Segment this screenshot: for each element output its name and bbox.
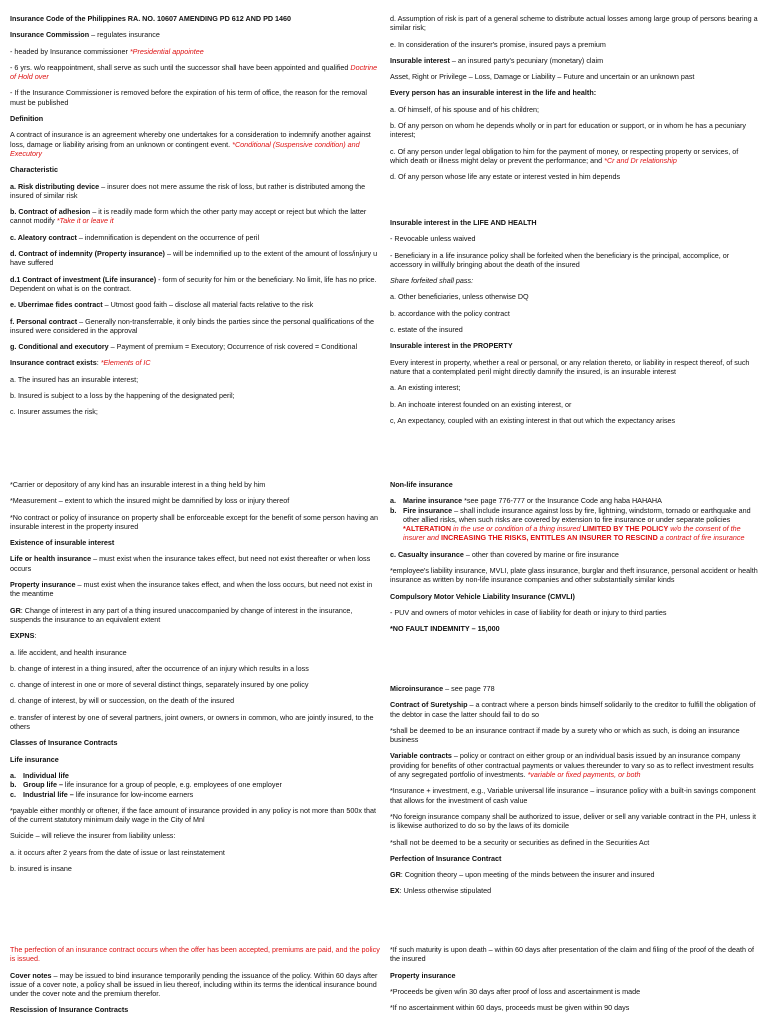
annotation-text: *Presidential appointee (129, 46, 204, 56)
heading-text: b. Contract of adhesion (10, 207, 91, 217)
heading-text: Insurable interest in the LIFE AND HEALTH (390, 218, 537, 227)
annotation-text: *ALTERATION (403, 524, 452, 534)
fire-insurance-note (390, 524, 758, 543)
list-item (10, 780, 380, 789)
list-marker: c. (10, 789, 16, 799)
paragraph (390, 251, 758, 270)
heading-text: Every person has an insurable interest in the life and health: (390, 88, 597, 98)
body-text: : Unless otherwise stipulated (399, 886, 492, 896)
heading-text: Group life – (23, 780, 63, 790)
heading-text: Insurance Commission (10, 30, 90, 40)
paragraph (10, 14, 380, 23)
paragraph (10, 831, 380, 840)
body-text: *Measurement – extent to which the insured might be damnified by loss or injury thereof (10, 496, 290, 506)
body-text: life insurance for low-income earners (73, 789, 194, 799)
left-section-perfection (10, 945, 380, 1022)
paragraph (390, 56, 758, 65)
paragraph (10, 47, 380, 56)
heading-text: Definition (10, 114, 44, 124)
body-text: – may be issued to bind insurance temporarily pending the issuance of the policy. Within 60 days after issue of a cover note, a policy shall be issued in lieu thereof, including within its terms the identical insurance bound under the cover note and the premium therefor. (10, 970, 378, 999)
paragraph (390, 88, 758, 97)
body-text: c. change of interest in one or more of several distinct things, separately insured by one policy (10, 680, 309, 690)
heading-text: d. Contract of indemnity (Property insurance) (10, 249, 165, 259)
paragraph (390, 945, 758, 964)
heading-text: Industrial life – (23, 789, 74, 799)
annotation-text: INCREASING THE RISKS, ENTITLES AN INSURER TO RESCIND (440, 533, 658, 543)
paragraph (390, 276, 758, 285)
paragraph (10, 207, 380, 226)
heading-text: EXPNS (10, 631, 35, 641)
body-text: – Utmost good faith – disclose all material facts relative to the risk (102, 300, 314, 310)
body-text: – Generally non-transferrable, it only binds the parties since the personal qualifications of the insured were considered in the approval (10, 316, 374, 335)
body-text: – a contract where a person binds himself solidarily to the creditor to fulfill the obligation of the debtor in case the latter should fail to do so (390, 700, 756, 719)
paragraph (390, 383, 758, 392)
paragraph (10, 30, 380, 39)
paragraph (10, 130, 380, 158)
paragraph (10, 664, 380, 673)
paragraph (10, 848, 380, 857)
right-section-life-and-property (390, 218, 758, 432)
list-item (10, 771, 380, 780)
paragraph (10, 713, 380, 732)
paragraph (390, 592, 758, 601)
annotation-text: *variable or fixed payments, or both (527, 770, 641, 780)
body-text: - Revocable unless waived (390, 234, 476, 244)
paragraph (10, 249, 380, 268)
body-text: – will be indemnified up to the extent of the amount of loss/injury u have suffered (10, 249, 378, 268)
body-text: Every interest in property, whether a real or personal, or any relation thereto, or liability in respect thereof, of such nature that a contemplated peril might directly damnify the insured, is an insurable interest (390, 357, 750, 376)
paragraph (390, 566, 758, 585)
paragraph (390, 684, 758, 693)
annotation-text: a contract of fire insurance (657, 533, 745, 543)
paragraph (390, 341, 758, 350)
left-section-definitions (10, 14, 380, 424)
heading-text: Cover notes (10, 970, 52, 980)
heading-text: d.1 Contract of investment (Life insurance) (10, 274, 157, 284)
body-text: b. insured is insane (10, 864, 72, 874)
paragraph (10, 496, 380, 505)
paragraph (390, 700, 758, 719)
list-marker: b. (390, 505, 397, 515)
paragraph (10, 165, 380, 174)
body-text: - If the Insurance Commissioner is removed before the expiration of his term of office, the reason for the removal must be published (10, 88, 368, 107)
paragraph (10, 1005, 380, 1014)
heading-text: Contract of Suretyship (390, 700, 468, 710)
heading-text: Insurable interest in the PROPERTY (390, 341, 513, 351)
heading-text: c. Casualty insurance (390, 549, 464, 559)
paragraph (10, 300, 380, 309)
heading-text: Life insurance (10, 754, 59, 764)
body-text: Suicide – will relieve the insurer from liability unless: (10, 831, 176, 841)
body-text: c. Insurer assumes the risk; (10, 407, 98, 417)
paragraph (10, 375, 380, 384)
body-text: *payable either monthly or oftener, if the face amount of insurance provided in any policy is not more than 500x that of the current statutory minimum daily wage in the City of Mnl (10, 805, 376, 825)
body-text: *see page 776-777 or the Insurance Code ang haba HAHAHA (462, 496, 662, 506)
annotation-text: w/o the consent of the insurer and (403, 524, 741, 543)
paragraph (10, 806, 380, 825)
paragraph (10, 864, 380, 873)
body-text: : (96, 358, 101, 368)
annotation-text: *Take it or leave it (56, 216, 114, 226)
body-text: e. In consideration of the insurer's promise, insured pays a premium (390, 39, 606, 49)
right-section-non-life (390, 480, 758, 641)
body-text: b. Of any person on whom he depends wholly or in part for education or support, or in whom he has a pecuniary interest; (390, 121, 746, 140)
body-text: b. An inchoate interest founded on an existing interest, or (390, 399, 572, 409)
paragraph (10, 696, 380, 705)
body-text: - Beneficiary in a life insurance policy shall be forfeited when the beneficiary is the principal, accomplice, or accessory in willfully bringing about the death of the insured (390, 250, 730, 269)
body-text: – other than covered by marine or fire insurance (463, 549, 619, 559)
body-text: d. Of any person whose life any estate or interest vested in him depends (390, 172, 621, 182)
list-item (390, 506, 758, 525)
annotation-text: *Cr and Dr relationship (604, 155, 677, 165)
paragraph (10, 680, 380, 689)
annotation-text: Doctrine of Hold over (10, 62, 378, 82)
body-text: *If no ascertainment within 60 days, proceeds must be given within 90 days (390, 1003, 630, 1013)
paragraph (390, 309, 758, 318)
paragraph (390, 751, 758, 779)
right-section-microinsurance (390, 684, 758, 903)
body-text: life insurance for a group of people, e.g. employees of one employer (62, 780, 282, 790)
paragraph (10, 971, 380, 999)
paragraph (390, 416, 758, 425)
non-life-list (390, 496, 758, 524)
annotation-text: LIMITED BY THE POLICY (582, 524, 669, 534)
paragraph (10, 275, 380, 294)
list-marker: a. (390, 496, 396, 506)
body-text: *shall not be deemed to be a security or securities as defined in the Securities Act (390, 837, 650, 847)
body-text: a. Of himself, of his spouse and of his children; (390, 104, 540, 114)
paragraph (390, 358, 758, 377)
paragraph (10, 648, 380, 657)
body-text: a. life accident, and health insurance (10, 647, 127, 657)
heading-text: g. Conditional and executory (10, 342, 109, 352)
heading-text: Fire insurance (403, 505, 453, 515)
list-marker: a. (10, 770, 16, 780)
paragraph (390, 218, 758, 227)
body-text: *employee's liability insurance, MVLI, plate glass insurance, burglar and theft insurance, personal accident or health insurance as written by non-life insurance companies and other substantially similar kinds (390, 566, 758, 585)
body-text: - headed by Insurance commissioner (10, 46, 130, 56)
heading-text: f. Personal contract (10, 316, 78, 326)
paragraph (10, 755, 380, 764)
paragraph (390, 870, 758, 879)
annotation-text: *Elements of IC (100, 358, 151, 368)
life-insurance-list (10, 771, 380, 799)
paragraph (390, 987, 758, 996)
paragraph (390, 786, 758, 805)
heading-text: Marine insurance (403, 496, 463, 506)
body-text: – must exist when the insurance takes effect, and when the loss occurs, but need not exist in the meantime (10, 580, 373, 599)
paragraph (390, 72, 758, 81)
paragraph (390, 1003, 758, 1012)
heading-text: GR (10, 605, 21, 615)
body-text: - form of security for him or the beneficiary. No limit, life has no price. Dependent on what is on the contract. (10, 274, 377, 293)
paragraph (10, 513, 380, 532)
body-text: : Cognition theory – upon meeting of the minds between the insurer and insured (400, 870, 655, 880)
heading-text: e. Uberrimae fides contract (10, 300, 103, 310)
body-text: : Change of interest in any part of a thing insured unaccompanied by change of interest in the insurance, suspends the insurance to an equivalent extent (10, 605, 353, 624)
paragraph (10, 407, 380, 416)
paragraph (390, 147, 758, 166)
body-text: *No contract or policy of insurance on property shall be enforceable except for the benefit of some person having an insurable interest in the property insured (10, 512, 378, 531)
body-text: d. change of interest, by will or succession, on the death of the insured (10, 696, 235, 706)
paragraph (390, 121, 758, 140)
paragraph (390, 234, 758, 243)
body-text: c, An expectancy, coupled with an existing interest in that out which the expectancy arises (390, 415, 676, 425)
paragraph (390, 726, 758, 745)
right-section-insurable-interest (390, 14, 758, 189)
left-paragraphs-a (10, 480, 380, 764)
paragraph (390, 854, 758, 863)
list-item (10, 790, 380, 799)
paragraph (390, 971, 758, 980)
heading-text: Property insurance (390, 970, 456, 980)
paragraph (390, 400, 758, 409)
paragraph (390, 292, 758, 301)
heading-text: Individual life (23, 770, 69, 780)
left-paragraphs-b (10, 806, 380, 873)
paragraph (390, 105, 758, 114)
heading-text: Insurance contract exists (10, 358, 97, 368)
heading-text: Microinsurance (390, 684, 444, 693)
body-text: d. Assumption of risk is part of a general scheme to distribute actual losses among large group of persons bearing a similar risk; (390, 14, 758, 33)
body-text: – an insured party's pecuniary (monetary) claim (449, 55, 604, 65)
heading-text: c. Aleatory contract (10, 232, 77, 242)
heading-text: Perfection of Insurance Contract (390, 853, 502, 863)
heading-text: Variable contracts (390, 751, 452, 761)
body-text: – policy or contract on either group or an individual basis issued by an insurance company providing for benefits of other contractual payments or values thereunder to vary so as to reflect investment results of any segregated portfolio of investments. (390, 751, 754, 780)
heading-text: Compulsory Motor Vehicle Liability Insurance (CMVLI) (390, 591, 575, 601)
body-text: - 6 yrs. w/o reappointment, shall serve as such until the successor shall have been appointed and qualified (10, 62, 351, 72)
paragraph (10, 538, 380, 547)
heading-text: EX (390, 886, 400, 896)
paragraph (10, 63, 380, 82)
paragraph (10, 554, 380, 573)
paragraph (10, 480, 380, 489)
body-text: *shall be deemed to be an insurance contract if made by a surety who or which as such, is doing an insurance business (390, 725, 740, 745)
heading-text: Non-life insurance (390, 480, 453, 489)
paragraph (390, 838, 758, 847)
heading-text: Rescission of Insurance Contracts (10, 1005, 129, 1015)
left-section-insurable-interest (10, 480, 380, 880)
paragraph (390, 172, 758, 181)
heading-text: GR (390, 870, 401, 880)
paragraph (390, 40, 758, 49)
body-text: b. change of interest in a thing insured, after the occurrence of an injury which results in a loss (10, 663, 309, 673)
paragraph (390, 886, 758, 895)
body-text: c. Of any person under legal obligation to him for the payment of money, or respecting property or services, of which death or illness might delay or prevent the performance; and (390, 146, 739, 165)
body-text: – Payment of premium = Executory; Occurrence of risk covered = Conditional (108, 342, 358, 352)
body-text: – regulates insurance (89, 30, 160, 40)
body-text: A contract of insurance is an agreement whereby one undertakes for a consideration to indemnify another against loss, damage or liability arising from an unknown or contingent event. (10, 130, 371, 149)
body-text: *Insurance + investment, e.g., Variable universal life insurance – insurance policy with a built-in savings component that allows for the investment of cash value (390, 786, 756, 805)
paragraph (10, 580, 380, 599)
body-text: c. estate of the insured (390, 325, 463, 335)
body-text: Share forfeited shall pass: (390, 276, 474, 286)
paragraph (10, 738, 380, 747)
body-text: *If such maturity is upon death – within 60 days after presentation of the claim and filing of the proof of the death of the insured (390, 945, 754, 964)
heading-text: Property insurance (10, 580, 76, 590)
paragraph (10, 233, 380, 242)
body-text: a. An existing interest; (390, 383, 461, 393)
casualty-paragraphs (390, 550, 758, 634)
paragraph (390, 550, 758, 559)
body-text: *No foreign insurance company shall be authorized to issue, deliver or sell any variable contract in the PH, unless it is likewise authorized to do so by the laws of its domicile (390, 811, 756, 831)
heading-text: Insurance Code of the Philippines RA. NO. 10607 AMENDING PD 612 AND PD 1460 (10, 14, 292, 23)
heading-text: Existence of insurable interest (10, 538, 115, 548)
body-text: – indemnification is dependent on the occurrence of peril (76, 232, 260, 242)
paragraph (10, 114, 380, 123)
annotation-text: The perfection of an insurance contract occurs when the offer has been accepted, premiums are paid, and the policy is issued. (10, 945, 380, 964)
body-text: e. transfer of interest by one of several partners, joint owners, or owners in common, who are jointly insured, to the others (10, 712, 374, 732)
body-text: *Proceeds be given w/in 30 days after proof of loss and ascertainment is made (390, 986, 641, 996)
list-item (390, 496, 758, 505)
annotation-text: in the use or condition of a thing insured (451, 524, 583, 534)
body-text: a. it occurs after 2 years from the date of issue or last reinstatement (10, 847, 225, 857)
annotation-text: *Conditional (Suspensive condition) and Executory (10, 139, 360, 158)
body-text: - PUV and owners of motor vehicles in case of liability for death or injury to third parties (390, 607, 667, 617)
body-text: – see page 778 (443, 684, 495, 693)
paragraph (10, 342, 380, 351)
heading-text: Life or health insurance (10, 554, 92, 564)
paragraph (10, 945, 380, 964)
paragraph (390, 608, 758, 617)
paragraph (390, 14, 758, 33)
body-text: – must exist when the insurance takes effect, but need not exist thereafter or when loss occurs (10, 554, 371, 573)
body-text: – insurer does not mere assume the risk of loss, but rather is distributed among the insured of similar risk (10, 181, 366, 200)
list-marker: b. (10, 780, 17, 790)
body-text: Asset, Right or Privilege – Loss, Damage or Liability – Future and uncertain or an unknown past (390, 72, 695, 82)
paragraph (10, 606, 380, 625)
body-text: *Carrier or depository of any kind has an insurable interest in a thing held by him (10, 480, 266, 489)
paragraph (390, 325, 758, 334)
body-text: – it is readily made form which the other party may accept or reject but which the latter cannot modify (10, 207, 367, 226)
body-text: a. Other beneficiaries, unless otherwise DQ (390, 292, 529, 302)
paragraph (10, 182, 380, 201)
paragraph (390, 812, 758, 831)
paragraph (10, 88, 380, 107)
paragraph (10, 631, 380, 640)
paragraph (10, 391, 380, 400)
paragraph (390, 624, 758, 633)
paragraph (10, 317, 380, 336)
body-text: – shall include insurance against loss by fire, lightning, windstorm, tornado or earthquake and other allied risks, when such risks are covered by extension to fire insurance or under separate policies (403, 505, 751, 524)
heading-text: a. Risk distributing device (10, 181, 100, 191)
heading-text: Classes of Insurance Contracts (10, 738, 118, 748)
heading-text: *NO FAULT INDEMNITY – 15,000 (390, 624, 500, 634)
body-text: b. Insured is subject to a loss by the happening of the designated peril; (10, 391, 235, 401)
non-life-heading (390, 480, 758, 489)
body-text: a. The insured has an insurable interest; (10, 374, 139, 384)
body-text: : (34, 631, 37, 641)
paragraph (390, 480, 758, 489)
heading-text: Characteristic (10, 165, 58, 175)
paragraph (10, 358, 380, 367)
right-section-claims (390, 945, 758, 1019)
body-text: b. accordance with the policy contract (390, 308, 510, 318)
heading-text: Insurable interest (390, 55, 450, 65)
